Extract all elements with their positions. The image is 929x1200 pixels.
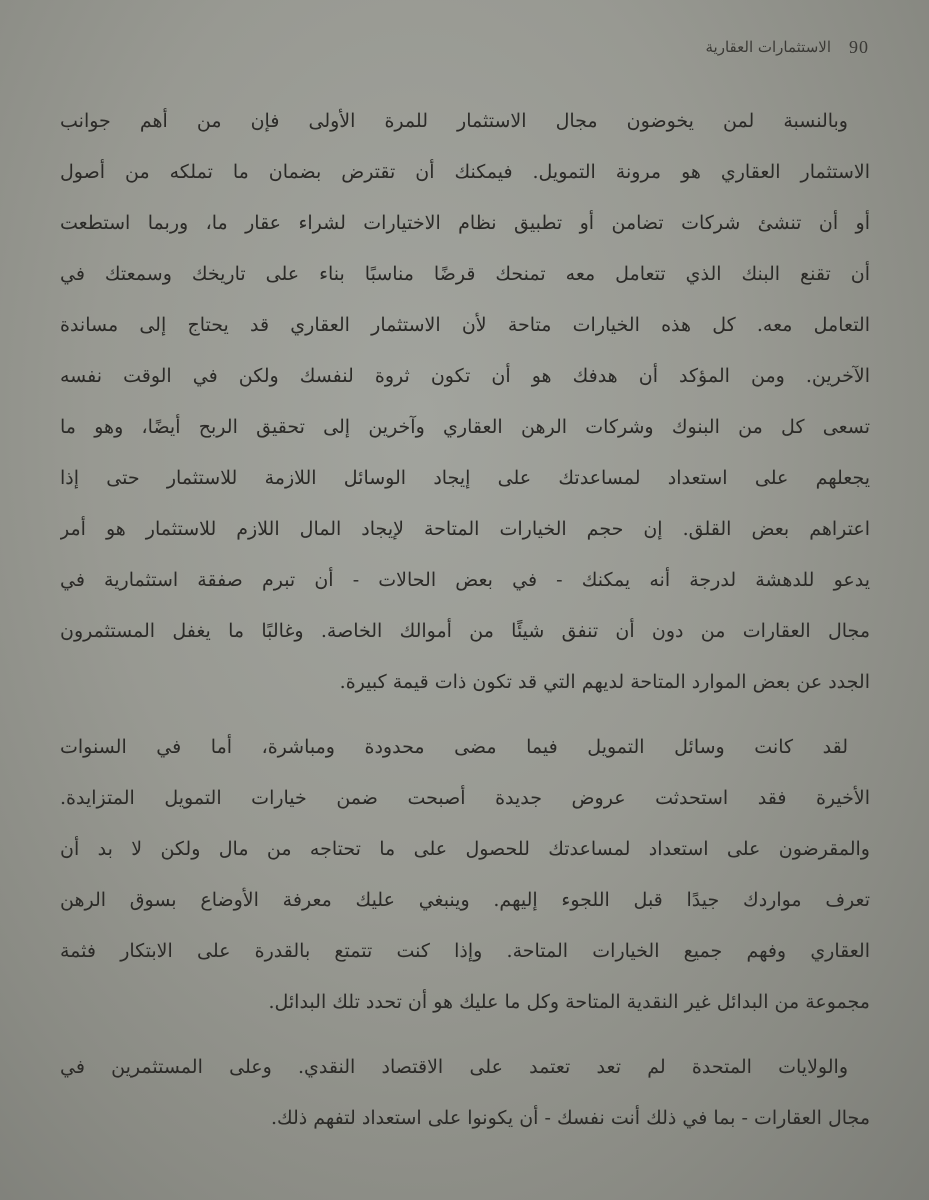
text-line: والمقرضون على استعداد لمساعدتك للحصول على ما تحتاجه من مال ولكن لا بد أن [60, 838, 870, 860]
text-line: لقد كانت وسائل التمويل فيما مضى محدودة ومباشرة، أما في السنوات [60, 736, 848, 758]
text-line: أن تقنع البنك الذي تتعامل معه تمنحك قرضًا مناسبًا بناء على تاريخك وسمعتك في [60, 263, 870, 285]
paragraph-3 [60, 1042, 870, 1144]
paragraph-1 [60, 96, 870, 708]
paragraph-2 [60, 722, 870, 1028]
text-line: تعرف مواردك جيدًا قبل اللجوء إليهم. وينبغي عليك معرفة الأوضاع بسوق الرهن [60, 889, 870, 911]
text-line: وبالنسبة لمن يخوضون مجال الاستثمار للمرة الأولى فإن من أهم جوانب [60, 110, 848, 132]
text-line: الاستثمار العقاري هو مرونة التمويل. فيمكنك أن تقترض بضمان ما تملكه من أصول [60, 161, 870, 183]
text-line: العقاري وفهم جميع الخيارات المتاحة. وإذا كنت تتمتع بالقدرة على الابتكار فثمة [60, 940, 870, 962]
running-header [269, 34, 869, 60]
body-text [60, 96, 870, 1158]
text-line: الآخرين. ومن المؤكد أن هدفك هو أن تكون ثروة لنفسك ولكن في الوقت نفسه [60, 365, 870, 387]
text-line: والولايات المتحدة لم تعد تعتمد على الاقتصاد النقدي. وعلى المستثمرين في [60, 1056, 848, 1078]
text-line: الأخيرة فقد استحدثت عروض جديدة أصبحت ضمن خيارات التمويل المتزايدة. [60, 787, 870, 809]
text-line: الجدد عن بعض الموارد المتاحة لديهم التي قد تكون ذات قيمة كبيرة. [339, 671, 870, 693]
text-line: مجموعة من البدائل غير النقدية المتاحة وكل ما عليك هو أن تحدد تلك البدائل. [268, 991, 870, 1013]
text-line: تسعى كل من البنوك وشركات الرهن العقاري وآخرين إلى تحقيق الربح أيضًا، وهو ما [60, 416, 870, 438]
text-line: التعامل معه. كل هذه الخيارات متاحة لأن الاستثمار العقاري قد يحتاج إلى مساندة [60, 314, 870, 336]
text-line: يدعو للدهشة لدرجة أنه يمكنك - في بعض الحالات - أن تبرم صفقة استثمارية في [60, 569, 870, 591]
chapter-title: الاستثمارات العقارية [705, 38, 831, 56]
text-line: مجال العقارات - بما في ذلك أنت نفسك - أن يكونوا على استعداد لتفهم ذلك. [270, 1107, 870, 1129]
text-line: مجال العقارات من دون أن تنفق شيئًا من أموالك الخاصة. وغالبًا ما يغفل المستثمرون [60, 620, 870, 642]
page-number: 90 [849, 36, 869, 57]
text-line: اعتراهم بعض القلق. إن حجم الخيارات المتاحة لإيجاد المال اللازم للاستثمار هو أمر [60, 518, 870, 540]
text-line: يجعلهم على استعداد لمساعدتك على إيجاد الوسائل اللازمة للاستثمار حتى إذا [60, 467, 870, 489]
text-line: أو أن تنشئ شركات تضامن أو تطبيق نظام الاختيارات لشراء عقار ما، وربما استطعت [60, 212, 870, 234]
